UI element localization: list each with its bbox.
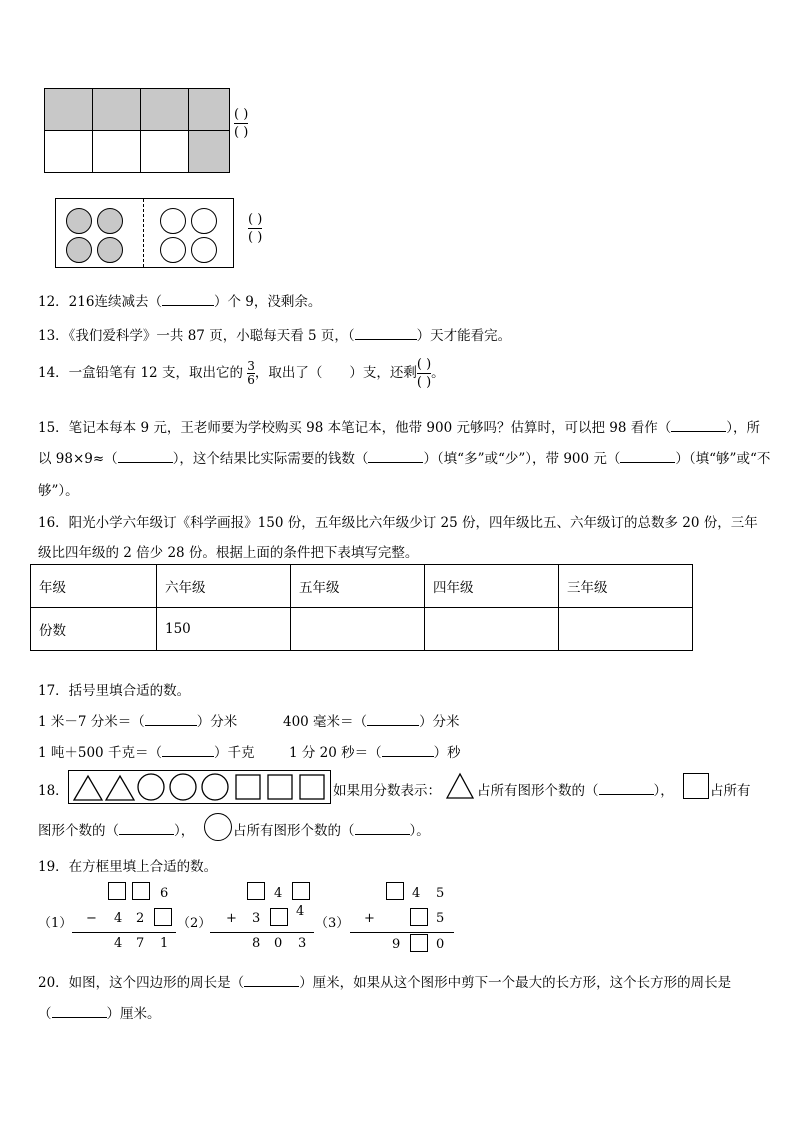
- fraction-numerator: ( ): [416, 357, 432, 372]
- digit: 0: [274, 936, 283, 951]
- question-15-line-1: [38, 416, 760, 436]
- grid-cell-empty: [141, 131, 189, 173]
- digit-box[interactable]: [247, 882, 265, 900]
- q19-label-1: （1）: [38, 916, 73, 931]
- operator-sign: +: [226, 911, 237, 926]
- digit-box[interactable]: [154, 908, 172, 926]
- answer-blank[interactable]: [599, 782, 654, 795]
- table-header-cell: 五年级: [291, 565, 425, 608]
- q14-text-b: ，取出了（ ）支，还剩: [254, 365, 417, 381]
- answer-blank[interactable]: [52, 1005, 107, 1018]
- table-cell-answer[interactable]: [291, 608, 425, 651]
- square-shape: [300, 775, 324, 799]
- question-17-row-2b: [289, 741, 461, 761]
- answer-blank[interactable]: [119, 822, 174, 835]
- q17-text: 1 米－7 分米＝（: [38, 714, 145, 730]
- q17-text: ）千克: [213, 745, 255, 761]
- digit-box[interactable]: [410, 934, 428, 952]
- digit: 6: [160, 886, 169, 901]
- q20-text: 20．如图，这个四边形的周长是（: [38, 975, 245, 991]
- digit-box[interactable]: [292, 882, 310, 900]
- q17-title: 17．括号里填合适的数。: [38, 683, 191, 699]
- digit: 4: [412, 886, 421, 901]
- circle-shape: [138, 774, 164, 800]
- triangle-shape: [106, 776, 134, 800]
- q17-text: 1 吨＋500 千克＝（: [38, 745, 162, 761]
- question-19-title: [38, 855, 217, 875]
- digit: 3: [252, 911, 261, 926]
- question-18-number: [38, 779, 69, 799]
- sum-line: [350, 932, 454, 933]
- grid-cell-shaded: [189, 131, 230, 173]
- q15-text: 以 98×9≈（: [38, 451, 118, 467]
- table-header-cell: 年级: [31, 565, 157, 608]
- q15-text: ），所: [726, 420, 760, 436]
- table-header-cell: 四年级: [425, 565, 559, 608]
- vertical-problem-3: [350, 882, 456, 952]
- sum-line: [210, 932, 314, 933]
- q19-label-2: （2）: [177, 916, 212, 931]
- answer-blank[interactable]: [162, 293, 214, 306]
- dots-figure: [55, 198, 234, 268]
- q16-text: 16．阳光小学六年级订《科学画报》150 份，五年级比六年级少订 25 份，四年级比五、六年级订的总数多 20 份，三年: [38, 515, 758, 531]
- answer-blank[interactable]: [355, 822, 410, 835]
- table-cell: 份数: [31, 608, 157, 651]
- q17-text: ）秒: [433, 745, 461, 761]
- q15-text: ），这个结果比实际需要的钱数（: [172, 451, 369, 467]
- answer-blank[interactable]: [367, 713, 419, 726]
- q15-text: 够”）。: [38, 483, 79, 499]
- fraction-numerator: ( ): [234, 107, 249, 122]
- table-cell: 150: [157, 608, 291, 651]
- question-16-line-1: [38, 511, 758, 531]
- question-17-row-1: [38, 710, 237, 730]
- q15-text: ）（填“多”或“少”），带 900 元（: [423, 451, 621, 467]
- question-18-line-1: [333, 779, 441, 799]
- fraction-numerator: ( ): [248, 212, 263, 227]
- grade-table: [30, 564, 693, 651]
- q17-text: ）分米: [419, 714, 460, 730]
- answer-blank[interactable]: [162, 744, 214, 757]
- square-shape: [236, 775, 260, 799]
- dots-divider: [143, 199, 144, 267]
- digit: 4: [296, 904, 305, 919]
- q14-text-a: 14．一盒铅笔有 12 支，取出它的: [38, 365, 243, 381]
- grid-cell-empty: [45, 131, 93, 173]
- q20-text: ）厘米。: [106, 1006, 161, 1022]
- dot-empty: [160, 208, 186, 234]
- q20-text: ）厘米，如果从这个图形中剪下一个最大的长方形，这个长方形的周长是: [299, 975, 732, 991]
- digit-box[interactable]: [386, 882, 404, 900]
- q19-title: 19．在方框里填上合适的数。: [38, 859, 218, 875]
- fraction-denominator: 6: [247, 373, 255, 387]
- q18-text: 图形个数的（: [38, 823, 119, 839]
- digit: 3: [298, 936, 307, 951]
- question-14: [38, 356, 445, 391]
- answer-blank[interactable]: [382, 744, 434, 757]
- grid-cell-empty: [93, 131, 141, 173]
- shapes-strip: [68, 770, 331, 804]
- question-17-title: [38, 679, 190, 699]
- dot-shaded: [66, 237, 92, 263]
- q13-text-a: 13．《我们爱科学》一共 87 页，小聪每天看 5 页，（: [38, 328, 355, 344]
- dot-empty: [191, 208, 217, 234]
- digit: 5: [436, 911, 445, 926]
- block-grid: [44, 88, 230, 173]
- table-header-row: [31, 565, 693, 608]
- fraction-denominator: ( ): [416, 375, 432, 390]
- question-17-row-1b: [283, 710, 460, 730]
- shapes-svg: [69, 771, 330, 803]
- digit: 5: [436, 886, 445, 901]
- digit: 7: [136, 936, 145, 951]
- answer-blank[interactable]: [671, 419, 726, 432]
- q17-text: 400 毫米＝（: [283, 714, 368, 730]
- q16-text: 级比四年级的 2 倍少 28 份。根据上面的条件把下表填写完整。: [38, 545, 419, 561]
- question-20-line-2: [38, 1002, 161, 1022]
- table-cell-answer[interactable]: [559, 608, 693, 651]
- q18-number: 18．: [38, 783, 69, 799]
- dot-shaded: [97, 208, 123, 234]
- q14-answer-fraction[interactable]: [417, 356, 431, 391]
- answer-blank[interactable]: [145, 713, 197, 726]
- grid-cell-shaded: [141, 89, 189, 131]
- question-20-line-1: [38, 971, 731, 991]
- circle-icon: [204, 813, 232, 841]
- table-header-cell: 六年级: [157, 565, 291, 608]
- question-15-line-2: [38, 447, 770, 467]
- answer-blank[interactable]: [355, 327, 417, 340]
- dot-empty: [191, 237, 217, 263]
- grid-cell-shaded: [93, 89, 141, 131]
- square-icon: [683, 773, 709, 799]
- q14-text-c: 。: [431, 365, 445, 381]
- q18-text: 占所有图形个数的（: [233, 823, 355, 839]
- grid-cell-shaded: [189, 89, 230, 131]
- table-cell-answer[interactable]: [425, 608, 559, 651]
- vertical-problem-1: [72, 882, 178, 952]
- vertical-problem-2: [210, 882, 316, 952]
- answer-blank[interactable]: [244, 974, 299, 987]
- digit: 8: [252, 936, 261, 951]
- digit: 4: [114, 936, 123, 951]
- answer-blank[interactable]: [118, 450, 173, 463]
- q14-fraction: [247, 360, 255, 387]
- fraction-denominator: ( ): [234, 125, 249, 140]
- digit: 9: [392, 937, 401, 952]
- digit: 0: [436, 937, 445, 952]
- q12-text-a: 12．216连续减去（: [38, 294, 162, 310]
- digit: 2: [136, 911, 145, 926]
- operator-sign: −: [86, 911, 97, 926]
- operator-sign: +: [364, 911, 375, 926]
- sum-line: [72, 932, 176, 933]
- q17-text: 1 分 20 秒＝（: [289, 745, 382, 761]
- table-row: [31, 608, 693, 651]
- dots-fraction: [248, 211, 262, 246]
- grid-cell-shaded: [45, 89, 93, 131]
- q18-text: ）。: [409, 823, 430, 839]
- question-18-line-1c: [710, 779, 751, 799]
- dot-empty: [160, 237, 186, 263]
- q17-text: ）分米: [196, 714, 238, 730]
- q18-text: ），: [174, 823, 195, 839]
- digit: 4: [114, 911, 123, 926]
- question-18-line-2b: [233, 819, 430, 839]
- question-15-line-3: [38, 479, 79, 499]
- answer-blank[interactable]: [368, 450, 423, 463]
- triangle-icon: [445, 772, 475, 800]
- fraction-denominator: ( ): [248, 230, 263, 245]
- question-16-line-2: [38, 541, 418, 561]
- q18-text: 占所有: [710, 783, 751, 799]
- digit: 1: [160, 936, 169, 951]
- dot-shaded: [97, 237, 123, 263]
- block-grid-fraction: [234, 106, 248, 141]
- dot-shaded: [66, 208, 92, 234]
- q18-text: 占所有图形个数的（: [477, 783, 599, 799]
- triangle-shape: [74, 776, 102, 800]
- fraction-numerator: 3: [247, 359, 255, 373]
- circle-shape: [170, 774, 196, 800]
- question-18-line-2: [38, 819, 194, 839]
- question-13: [38, 324, 511, 344]
- q19-label-3: （3）: [315, 916, 350, 931]
- q12-text-b: ）个 9，没剩余。: [213, 294, 322, 310]
- digit-box[interactable]: [410, 908, 428, 926]
- question-12: [38, 290, 321, 310]
- q13-text-b: ）天才能看完。: [416, 328, 512, 344]
- digit-box[interactable]: [108, 882, 126, 900]
- digit-box[interactable]: [132, 882, 150, 900]
- question-18-line-1b: [477, 779, 674, 799]
- answer-blank[interactable]: [620, 450, 675, 463]
- table-header-cell: 三年级: [559, 565, 693, 608]
- block-grid-figure: [44, 88, 230, 173]
- q20-text: （: [38, 1006, 52, 1022]
- circle-shape: [202, 774, 228, 800]
- square-shape: [268, 775, 292, 799]
- digit-box[interactable]: [270, 908, 288, 926]
- q15-text: ）（填“够”或“不: [675, 451, 771, 467]
- question-17-row-2: [38, 741, 254, 761]
- q15-text: 15．笔记本每本 9 元，王老师要为学校购买 98 本笔记本，他带 900 元够吗？估算时，可以把 98 看作（: [38, 420, 672, 436]
- digit: 4: [274, 886, 283, 901]
- q18-text: 如果用分数表示：: [333, 783, 441, 799]
- q18-text: ），: [653, 783, 674, 799]
